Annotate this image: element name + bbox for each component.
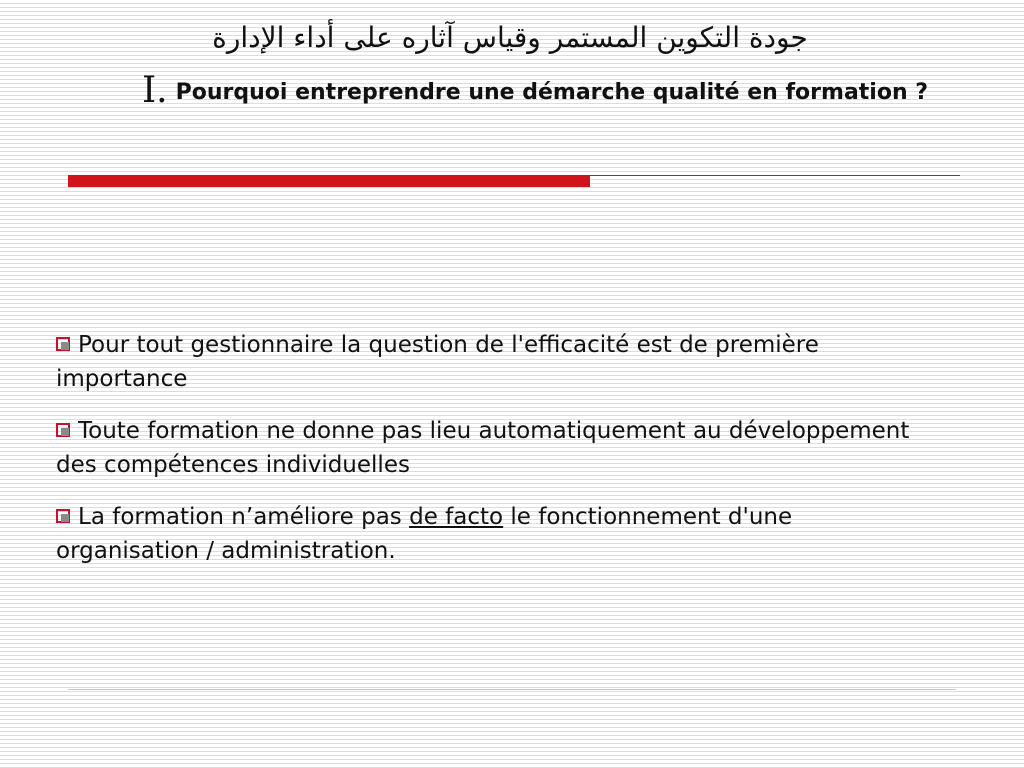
bullet-text: Pour tout gestionnaire la question de l'efficacité est de première importance (56, 332, 819, 392)
footer-divider-line (68, 689, 956, 690)
arabic-title: جودة التكوين المستمر وقياس آثاره على أداء الإدارة (212, 21, 808, 54)
section-title (110, 70, 960, 111)
bullet-text-end: le fonctionnement d'une organisation / administration. (56, 504, 793, 564)
thin-divider-line (590, 175, 960, 176)
bullet-text: Toute formation ne donne pas lieu automatiquement au développement des compétences individuelles (56, 418, 910, 478)
red-divider-bar (68, 175, 590, 187)
section-number: I. (141, 70, 168, 111)
bullet-text-start: La formation n’améliore pas (78, 504, 410, 530)
bullet-list (56, 328, 916, 586)
square-bullet-icon (56, 509, 70, 523)
bullet-item (56, 500, 916, 568)
square-bullet-icon (56, 423, 70, 437)
bullet-item (56, 414, 916, 482)
square-bullet-icon (56, 337, 70, 351)
bullet-underlined-phrase: de facto (409, 504, 504, 530)
section-title-text: Pourquoi entreprendre une démarche qualité en formation ? (175, 80, 929, 105)
bullet-item (56, 328, 916, 396)
